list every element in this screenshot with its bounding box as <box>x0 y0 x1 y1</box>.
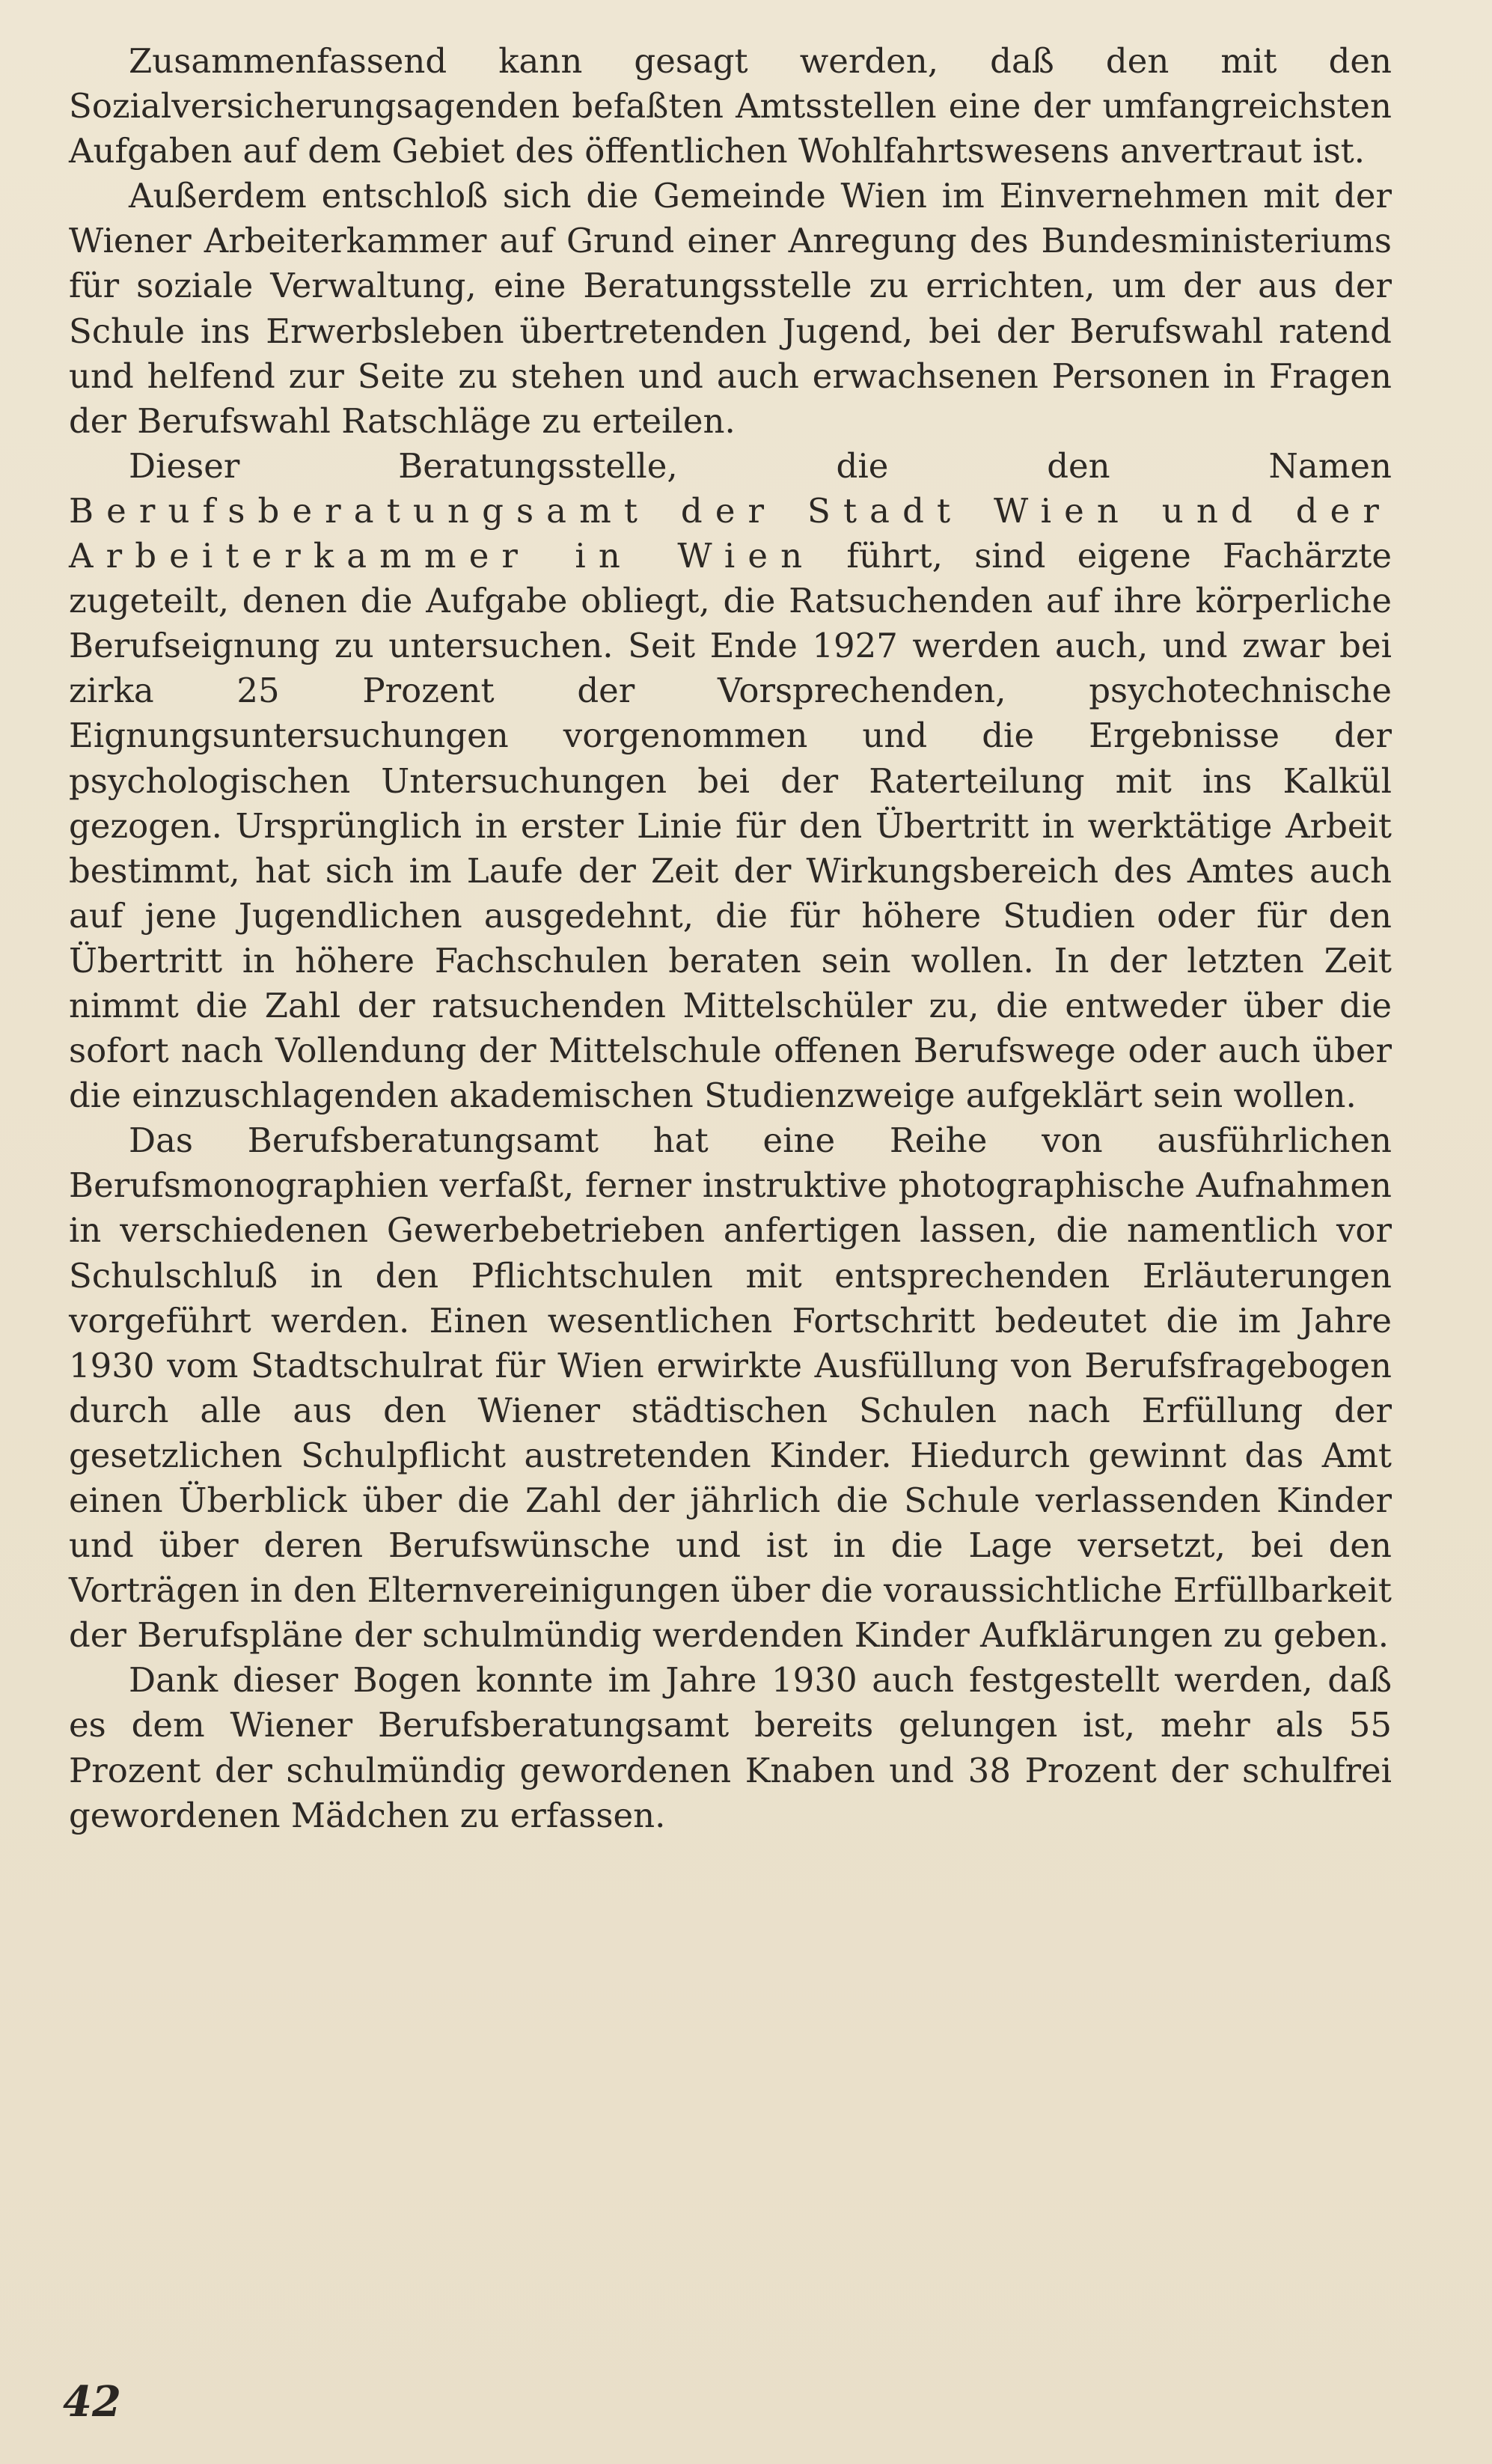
paragraph-berufsberatungsamt-before: Dieser Beratungsstelle, die den Namen <box>129 445 1392 486</box>
paragraph-monographien: Das Berufsberatungsamt hat eine Reihe von ausführlichen Berufsmonographien verfaßt, ferner instruktive photographische Aufnahmen in verschiedenen Gewerbebetrieben anfertigen lassen, die namentlich vor Schulschluß in den Pflichtschulen mit entsprechenden Erläuterungen vorgeführt werden. Einen wesentlichen Fortschritt bedeutet die im Jahre 1930 vom Stadtschulrat für Wien erwirkte Ausfüllung von Berufsfragebogen durch alle aus den Wiener städtischen Schulen nach Erfüllung der gesetzlichen Schulpflicht austretenden Kinder. Hiedurch gewinnt das Amt einen Überblick über die Zahl der jährlich die Schule verlassenden Kinder und über deren Berufswünsche und ist in die Lage versetzt, bei den Vorträgen in den Elternvereinigungen über die voraussichtliche Erfüllbarkeit der Berufspläne der schulmündig werdenden Kinder Aufklärungen zu geben. <box>69 1120 1392 1656</box>
paragraph-beratungsstelle: Außerdem entschloß sich die Gemeinde Wien im Einvernehmen mit der Wiener Arbeiterkammer auf Grund einer Anregung des Bundesministeriums für soziale Verwaltung, eine Beratungsstelle zu errichten, um der aus der Schule ins Erwerbsleben übertretenden Jugend, bei der Berufswahl ratend und helfend zur Seite zu stehen und auch erwachsenen Personen in Fragen der Berufswahl Ratschläge zu erteilen. <box>69 176 1392 441</box>
page-number: 42 <box>63 2377 121 2427</box>
paragraph-berufsberatungsamt <box>69 444 1392 1118</box>
body-text <box>69 39 1392 1838</box>
office-name-spaced: Berufsberatungsamt der Stadt Wien und der Arbeiterkammer in Wien <box>69 490 1392 576</box>
paragraph-summary: Zusammenfassend kann gesagt werden, daß den mit den Sozialversicherungsagenden befaßten Amtsstellen eine der umfangreichsten Aufgaben auf dem Gebiet des öffentlichen Wohlfahrtswesens anvertraut ist. <box>69 41 1392 171</box>
paragraph-berufsberatungsamt-after: führt, sind eigene Fachärzte zugeteilt, denen die Aufgabe obliegt, die Ratsuchenden auf ihre körperliche Berufseignung zu untersuchen. Seit Ende 1927 werden auch, und zwar bei zirka 25 Prozent der Vorsprechenden, psychotechnische Eignungsuntersuchungen vorgenommen und die Ergebnisse der psychologischen Untersuchungen bei der Raterteilung mit ins Kalkül gezogen. Ursprünglich in erster Linie für den Übertritt in werktätige Arbeit bestimmt, hat sich im Laufe der Zeit der Wirkungsbereich des Amtes auch auf jene Jugendlichen ausgedehnt, die für höhere Studien oder für den Übertritt in höhere Fachschulen beraten sein wollen. In der letzten Zeit nimmt die Zahl der ratsuchenden Mittelschüler zu, die entweder über die sofort nach Vollendung der Mittelschule offenen Berufswege oder auch über die einzuschlagenden akademischen Studienzweige aufgeklärt sein wollen. <box>69 536 1392 1116</box>
paragraph-bogen: Dank dieser Bogen konnte im Jahre 1930 auch festgestellt werden, daß es dem Wiener Berufsberatungsamt bereits gelungen ist, mehr als 55 Prozent der schulmündig gewordenen Knaben und 38 Prozent der schulfrei gewordenen Mädchen zu erfassen. <box>69 1660 1392 1835</box>
